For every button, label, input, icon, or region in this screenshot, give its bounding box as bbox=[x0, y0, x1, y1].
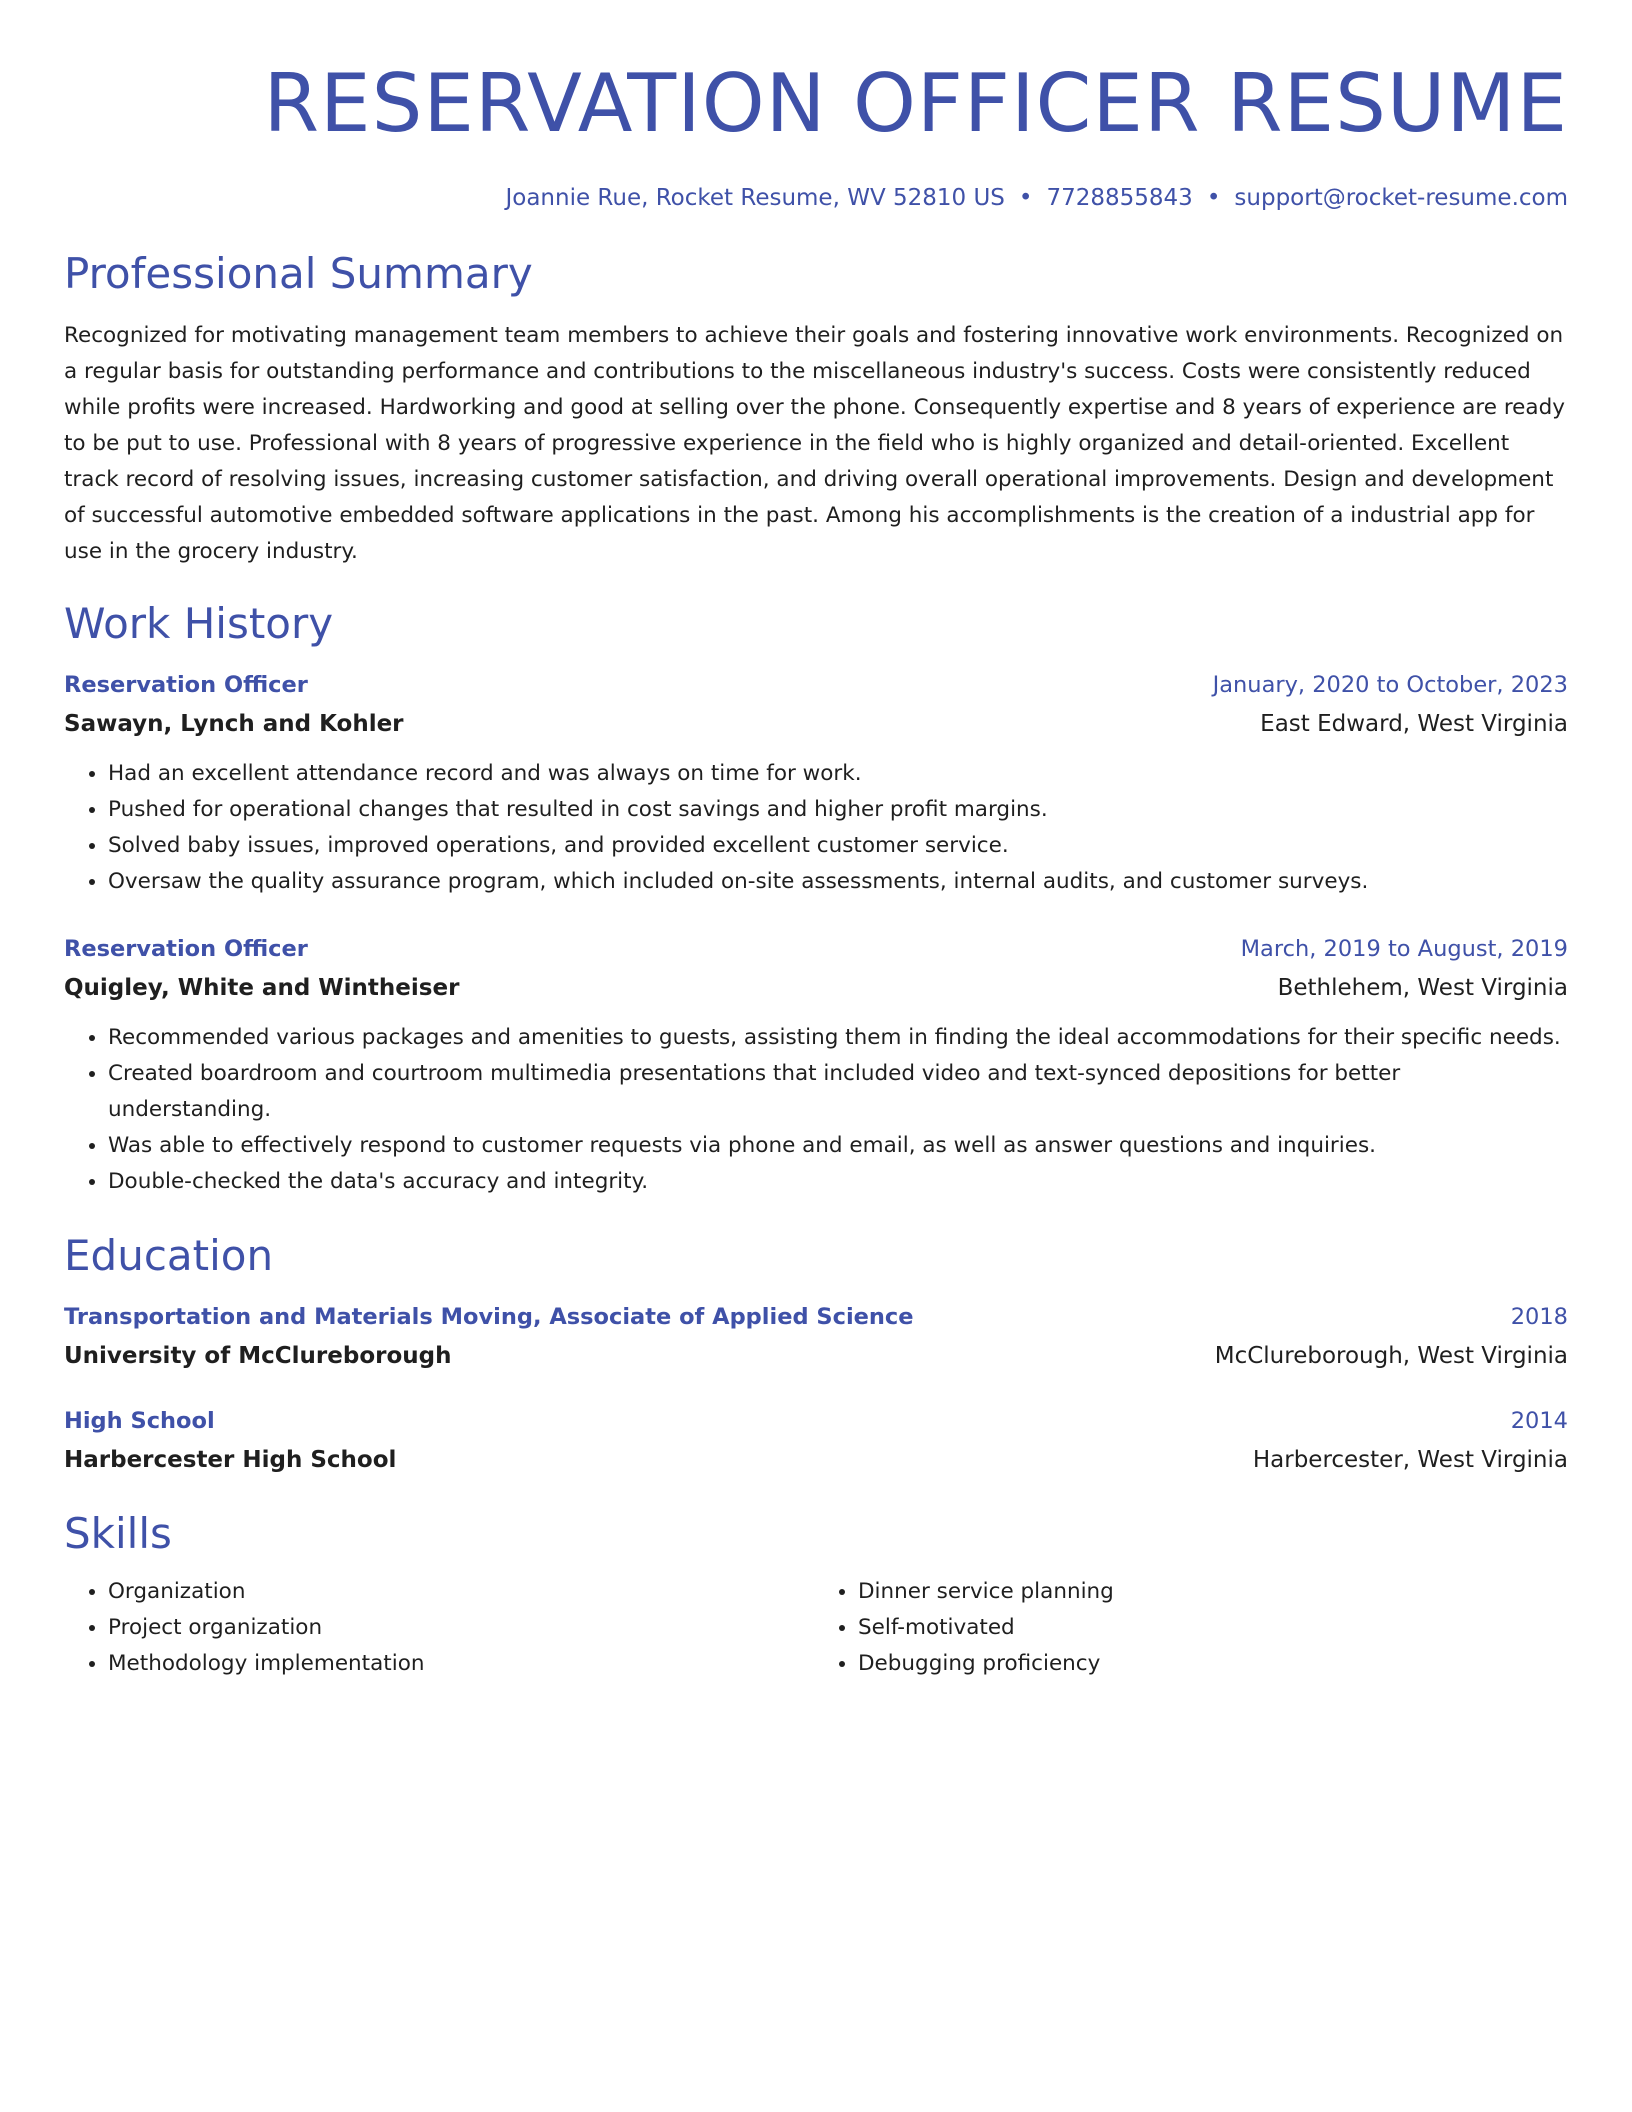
job-bullet: • Created boardroom and courtroom multimedia presentations that included video and text-synced depositions for better understanding. bbox=[108, 1056, 1568, 1128]
job-bullets bbox=[64, 756, 1568, 900]
skills-list-left bbox=[64, 1574, 808, 1682]
contact-phone: 7728855843 bbox=[1046, 185, 1193, 211]
job-title: Reservation Officer bbox=[64, 936, 308, 962]
education-entry bbox=[64, 1300, 1568, 1374]
contact-email: support@rocket-resume.com bbox=[1234, 185, 1568, 211]
job-title: Reservation Officer bbox=[64, 672, 308, 698]
job-company: Quigley, White and Wintheiser bbox=[64, 975, 460, 1001]
summary-heading: Professional Summary bbox=[64, 249, 533, 298]
job-location: Bethlehem, West Virginia bbox=[1277, 975, 1568, 1001]
job-dates: March, 2019 to August, 2019 bbox=[1240, 936, 1568, 962]
skill-item: • Debugging proficiency bbox=[858, 1646, 1558, 1682]
skills-list-right bbox=[808, 1574, 1558, 1682]
education-section bbox=[64, 1230, 1568, 1478]
skill-item: • Dinner service planning bbox=[858, 1574, 1558, 1610]
resume-title: RESERVATION OFFICER RESUME bbox=[263, 57, 1568, 150]
job-bullet: • Had an excellent attendance record and was always on time for work. bbox=[108, 756, 1568, 792]
education-school: Harbercester High School bbox=[64, 1447, 397, 1473]
contact-separator: • bbox=[1018, 185, 1033, 211]
summary-section bbox=[64, 248, 1568, 570]
contact-address: Joannie Rue, Rocket Resume, WV 52810 US bbox=[505, 185, 1005, 211]
job-bullet: • Oversaw the quality assurance program, which included on-site assessments, internal audits, and customer surveys. bbox=[108, 864, 1568, 900]
job-bullet: • Was able to effectively respond to customer requests via phone and email, as well as answer questions and inquiries. bbox=[108, 1128, 1568, 1164]
skill-item: • Project organization bbox=[108, 1610, 808, 1646]
education-entry bbox=[64, 1404, 1568, 1478]
summary-text: Recognized for motivating management team members to achieve their goals and fostering innovative work environments. Recognized on a regular basis for outstanding performance and contributions to the miscellaneous industry's success. Costs were consistently reduced while profits were increased. Hardworking and good at selling over the phone. Consequently expertise and 8 years of experience are ready to be put to use. Professional with 8 years of progressive experience in the field who is highly organized and detail-oriented. Excellent track record of resolving issues, increasing customer satisfaction, and driving overall operational improvements. Design and development of successful automotive embedded software applications in the past. Among his accomplishments is the creation of a industrial app for use in the grocery industry. bbox=[64, 323, 1565, 564]
job-bullet: • Recommended various packages and amenities to guests, assisting them in finding the ideal accommodations for their specific needs. bbox=[108, 1020, 1568, 1056]
skill-item: • Methodology implementation bbox=[108, 1646, 808, 1682]
job-company: Sawayn, Lynch and Kohler bbox=[64, 711, 404, 737]
education-location: Harbercester, West Virginia bbox=[1252, 1447, 1568, 1473]
job-entry bbox=[64, 668, 1568, 900]
education-heading: Education bbox=[64, 1231, 274, 1280]
education-location: McClureborough, West Virginia bbox=[1214, 1343, 1568, 1369]
job-location: East Edward, West Virginia bbox=[1260, 711, 1568, 737]
contact-line bbox=[64, 182, 1568, 214]
skill-item: • Organization bbox=[108, 1574, 808, 1610]
education-school: University of McClureborough bbox=[64, 1343, 452, 1369]
work-history-heading: Work History bbox=[64, 599, 334, 648]
resume-header bbox=[64, 0, 1568, 214]
job-bullet: • Solved baby issues, improved operations, and provided excellent customer service. bbox=[108, 828, 1568, 864]
education-degree: Transportation and Materials Moving, Associate of Applied Science bbox=[64, 1304, 914, 1330]
resume-page bbox=[64, 0, 1568, 1682]
education-year: 2014 bbox=[1510, 1408, 1568, 1434]
skills-section bbox=[64, 1508, 1568, 1682]
job-bullet: • Pushed for operational changes that resulted in cost savings and higher profit margins. bbox=[108, 792, 1568, 828]
education-degree: High School bbox=[64, 1408, 215, 1434]
skills-grid bbox=[64, 1574, 1568, 1682]
education-year: 2018 bbox=[1510, 1304, 1568, 1330]
job-dates: January, 2020 to October, 2023 bbox=[1212, 672, 1568, 698]
job-bullet: • Double-checked the data's accuracy and integrity. bbox=[108, 1164, 1568, 1200]
skill-item: • Self-motivated bbox=[858, 1610, 1558, 1646]
job-entry bbox=[64, 932, 1568, 1200]
contact-separator: • bbox=[1206, 185, 1221, 211]
work-history-section bbox=[64, 598, 1568, 1200]
job-bullets bbox=[64, 1020, 1568, 1200]
skills-heading: Skills bbox=[64, 1509, 172, 1558]
